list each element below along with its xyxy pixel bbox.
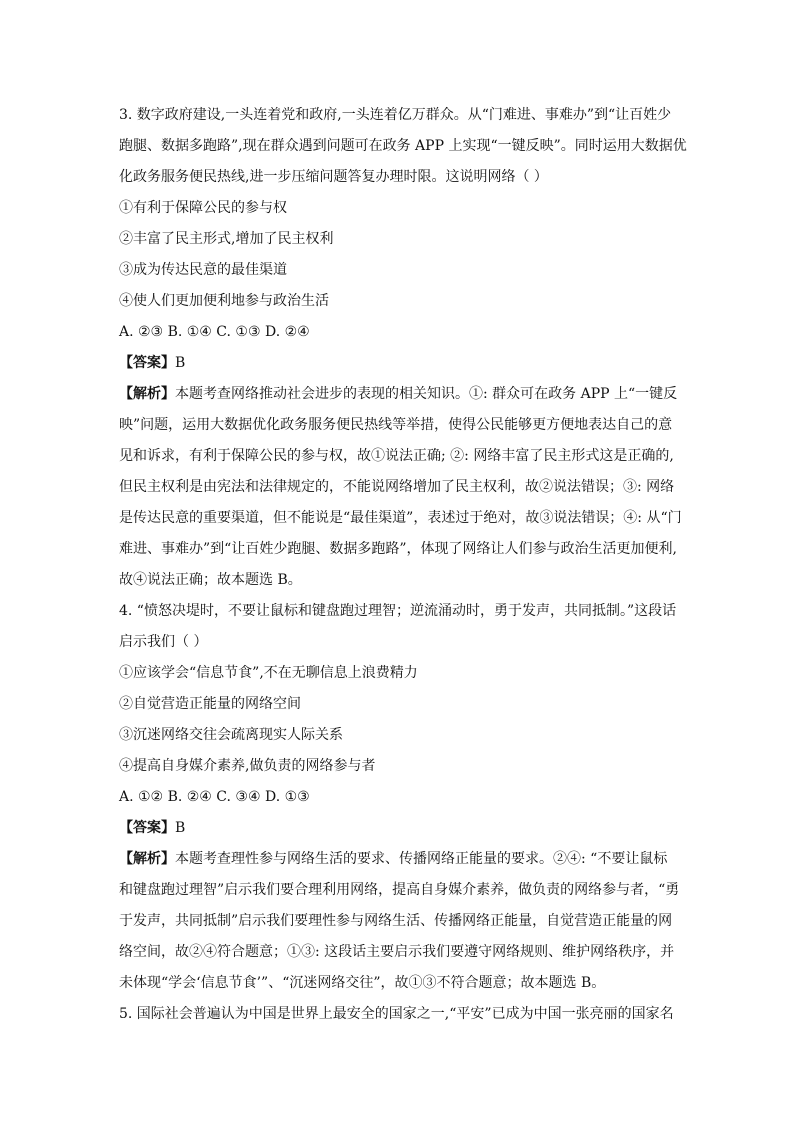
question-stem-line: 4. “愤怒决堤时，不要让鼠标和键盘跑过理智；逆流涌动时，勇于发声，共同抵制。”这段话 [119,603,677,619]
analysis-label: 【解析】 [119,386,175,402]
question-stem-line: 化政务服务便民热线,进一步压缩问题答复办理时限。这说明网络（ ） [119,169,548,185]
answer-line [119,813,679,844]
answer-value: B [175,820,186,836]
option-4: ④提高自身媒介素养,做负责的网络参与者 [119,758,376,774]
question-stem-line: 启示我们（ ） [119,634,208,650]
option-1: ①应该学会“信息节食”,不在无聊信息上浪费精力 [119,665,418,681]
question-stem-line: 3. 数字政府建设,一头连着党和政府,一头连着亿万群众。从“门难进、事难办”到“让百姓少 [119,107,672,123]
answer-label: 【答案】 [119,820,175,836]
analysis-label: 【解析】 [119,851,175,867]
analysis-line [119,379,679,410]
option-2: ②自觉营造正能量的网络空间 [119,696,301,712]
answer-choices: A. ②③ B. ①④ C. ①③ D. ②④ [119,324,310,340]
analysis-line: 难进、事难办”到“让百姓少跑腿、数据多跑路”，体现了网络让人们参与政治生活更加便利, [119,541,677,557]
answer-choices: A. ①② B. ②④ C. ③④ D. ①③ [119,789,310,805]
question-4 [119,596,679,999]
answer-value: B [175,355,186,371]
question-3 [119,100,687,596]
analysis-line: 是传达民意的重要渠道，但不能说是“最佳渠道”，表述过于绝对，故③说法错误；④: 从“门 [119,510,682,526]
analysis-text: 本题考查理性参与网络生活的要求、传播网络正能量的要求。②④: “不要让鼠标 [175,851,668,867]
answer-label: 【答案】 [119,355,175,371]
option-3: ③成为传达民意的最佳渠道 [119,262,287,278]
option-2: ②丰富了民主形式,增加了民主权利 [119,231,334,247]
analysis-line: 故④说法正确；故本题选 B。 [119,572,302,588]
document-page [119,100,687,1030]
analysis-line: 络空间，故②④符合题意；①③: 这段话主要启示我们要遵守网络规则、维护网络秩序，并 [119,944,675,960]
analysis-line [119,844,679,875]
analysis-line: 于发声，共同抵制”启示我们要理性参与网络生活、传播网络正能量，自觉营造正能量的网 [119,913,673,929]
analysis-line: 映”问题，运用大数据优化政务服务便民热线等举措，使得公民能够更方便地表达自己的意 [119,417,673,433]
analysis-line: 但民主权利是由宪法和法律规定的，不能说网络增加了民主权利，故②说法错误；③: 网络 [119,479,675,495]
question-stem-line: 跑腿、数据多跑路”,现在群众遇到问题可在政务 APP 上实现“一键反映”。同时运用大数据优 [119,138,687,154]
option-1: ①有利于保障公民的参与权 [119,200,287,216]
analysis-line: 未体现“学会‘信息节食’”、“沉迷网络交往”，故①③不符合题意；故本题选 B。 [119,975,606,991]
analysis-line: 见和诉求，有利于保障公民的参与权，故①说法正确; ②: 网络丰富了民主形式这是正确的, [119,448,674,464]
answer-line [119,348,679,379]
question-5 [119,999,679,1030]
analysis-text: 本题考查网络推动社会进步的表现的相关知识。①: 群众可在政务 APP 上“一键反 [175,386,678,402]
question-stem-line: 5. 国际社会普遍认为中国是世界上最安全的国家之一,“平安”已成为中国一张亮丽的国家名 [119,1006,674,1022]
option-4: ④使人们更加便利地参与政治生活 [119,293,329,309]
analysis-line: 和键盘跑过理智”启示我们要合理利用网络，提高自身媒介素养，做负责的网络参与者，“勇 [119,882,680,898]
option-3: ③沉迷网络交往会疏离现实人际关系 [119,727,343,743]
